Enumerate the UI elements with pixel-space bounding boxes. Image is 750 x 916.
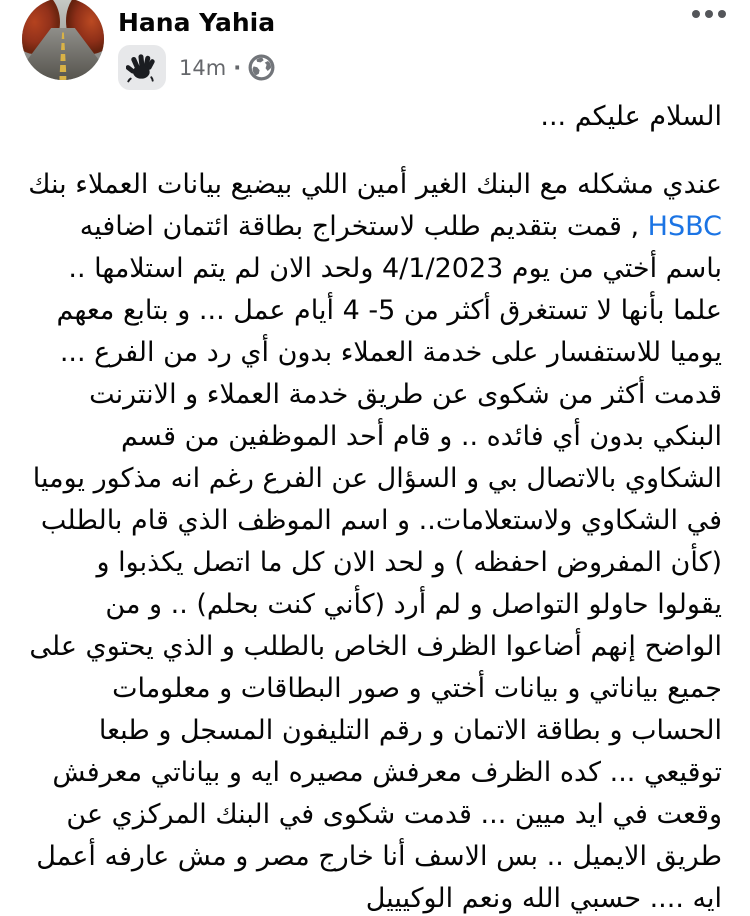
more-options-button[interactable] [690, 2, 728, 26]
hsbc-link[interactable]: HSBC [647, 211, 722, 242]
post-body [0, 96, 750, 916]
greeting-text: السلام عليكم ... [540, 101, 722, 132]
meta-separator: · [233, 55, 242, 80]
post-text-segment: عندي مشكله مع البنك الغير أمين اللي بيضيع بيانات العملاء بنك [28, 169, 722, 200]
waving-hand-icon [126, 52, 158, 84]
more-dot [692, 10, 700, 18]
more-dot [705, 10, 713, 18]
more-dot [718, 10, 726, 18]
avatar[interactable] [22, 0, 104, 80]
timestamp[interactable]: 14m [179, 55, 227, 80]
globe-privacy-icon [248, 54, 275, 81]
header-text [118, 8, 275, 90]
post-header [0, 0, 750, 92]
author-name[interactable]: Hana Yahia [118, 8, 276, 37]
post-text [28, 164, 722, 916]
post-text-segment: , قمت بتقديم طلب لاستخراج بطاقة ائتمان اضافيه باسم أختي من يوم ⁦4/1/2023⁩ ولحد الان لم يتم استلامها .. علما بأنها لا تستغرق أكثر من ⁦4 -5⁩ أيام عمل ... و بتابع معهم يوميا للاستفسار على خدمة العملاء بدون أي رد من الفرع ... قدمت أكثر من شكوى عن طريق خدمة العملاء و الانترنت البنكي بدون أي فائده .. و قام أحد الموظفين من قسم الشكاوي بالاتصال بي و السؤال عن الفرع رغم انه مذكور يوميا في الشكاوي ولاستعلامات.. و اسم الموظف الذي قام بالطلب (كأن المفروض احفظه ) و لحد الان كل ما اتصل يكذبوا و يقولوا حاولو التواصل و لم أرد (كأني كنت بحلم) .. و من الواضح إنهم أضاعوا الظرف الخاص بالطلب و الذي يحتوي على جميع بياناتي و بيانات أختي و صور البطاقات و معلومات الحساب و بطاقة الاتمان و رقم التليفون المسجل و طبعا توقيعي ... كده الظرف معرفش مصيره ايه و بياناتي معرفش وقعت في ايد ميين ... قدمت شكوى في البنك المركزي عن طريق الايميل .. بس الاسف أنا خارج مصر و مش عارفه أعمل ايه .... حسبي الله ونعم الوكيييل [29, 211, 722, 914]
waving-hand-badge [118, 45, 166, 90]
post-meta-row [118, 45, 275, 90]
